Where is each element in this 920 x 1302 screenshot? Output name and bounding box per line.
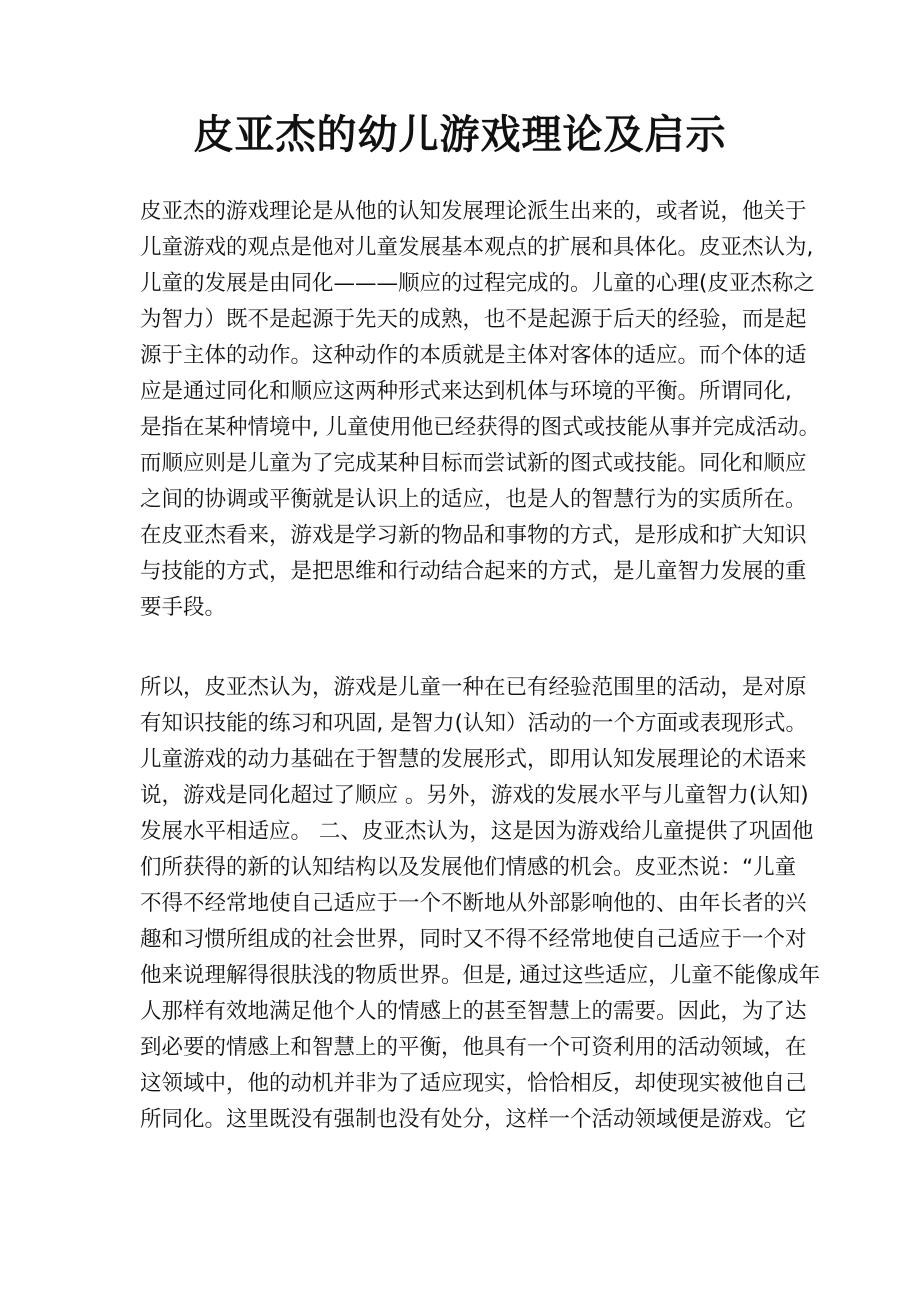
- text-line: 人那样有效地满足他个人的情感上的甚至智慧上的需要。因此，为了达: [140, 999, 807, 1024]
- text-line: 有知识技能的练习和巩固, 是智力(认知）活动的一个方面或表现形式。: [140, 711, 808, 736]
- text-line: 皮亚杰的游戏理论是从他的认知发展理论派生出来的，或者说，他关于: [140, 199, 807, 224]
- text-line: 不得不经常地使自己适应于一个不断地从外部影响他的、由年长者的兴: [140, 891, 807, 916]
- paragraph-1: [140, 194, 821, 626]
- text-line: 儿童游戏的动力基础在于智慧的发展形式，即用认知发展理论的术语来: [140, 747, 807, 772]
- document-title: 皮亚杰的幼儿游戏理论及启示: [193, 112, 727, 158]
- text-line: 所同化。这里既没有强制也没有处分，这样一个活动领域便是游戏。它: [140, 1107, 807, 1132]
- text-line: 之间的协调或平衡就是认识上的适应，也是人的智慧行为的实质所在。: [140, 487, 807, 512]
- text-line: 与技能的方式，是把思维和行动结合起来的方式，是儿童智力发展的重: [140, 559, 807, 584]
- text-line: 儿童游戏的观点是他对儿童发展基本观点的扩展和具体化。皮亚杰认为,: [140, 235, 814, 260]
- text-line: 在皮亚杰看来，游戏是学习新的物品和事物的方式，是形成和扩大知识: [140, 523, 807, 548]
- text-line: 这领域中，他的动机并非为了适应现实，恰恰相反，却使现实被他自己: [140, 1071, 807, 1096]
- text-line: 为智力）既不是起源于先天的成熟，也不是起源于后天的经验，而是起: [140, 307, 807, 332]
- text-line: 发展水平相适应。 二、皮亚杰认为，这是因为游戏给儿童提供了巩固他: [140, 819, 814, 844]
- text-line: 要手段。: [140, 595, 227, 620]
- text-line: 所以，皮亚杰认为，游戏是儿童一种在已有经验范围里的活动，是对原: [140, 675, 807, 700]
- text-line: 趣和习惯所组成的社会世界，同时又不得不经常地使自己适应于一个对: [140, 927, 807, 952]
- text-line: 到必要的情感上和智慧上的平衡，他具有一个可资利用的活动领域，在: [140, 1035, 807, 1060]
- text-line: 应是通过同化和顺应这两种形式来达到机体与环境的平衡。所谓同化,: [140, 379, 792, 404]
- text-line: 源于主体的动作。这种动作的本质就是主体对客体的适应。而个体的适: [140, 343, 807, 368]
- text-line: 是指在某种情境中, 儿童使用他已经获得的图式或技能从事并完成活动。: [140, 415, 821, 440]
- text-line: 儿童的发展是由同化———顺应的过程完成的。儿童的心理(皮亚杰称之: [140, 271, 815, 296]
- text-line: 们所获得的新的认知结构以及发展他们情感的机会。皮亚杰说：“儿童: [140, 855, 797, 880]
- paragraph-2: [140, 670, 821, 1138]
- text-line: 而顺应则是儿童为了完成某种目标而尝试新的图式或技能。同化和顺应: [140, 451, 807, 476]
- text-line: 说，游戏是同化超过了顺应 。另外，游戏的发展水平与儿童智力(认知): [140, 783, 809, 808]
- text-line: 他来说理解得很肤浅的物质世界。但是, 通过这些适应，儿童不能像成年: [140, 963, 821, 988]
